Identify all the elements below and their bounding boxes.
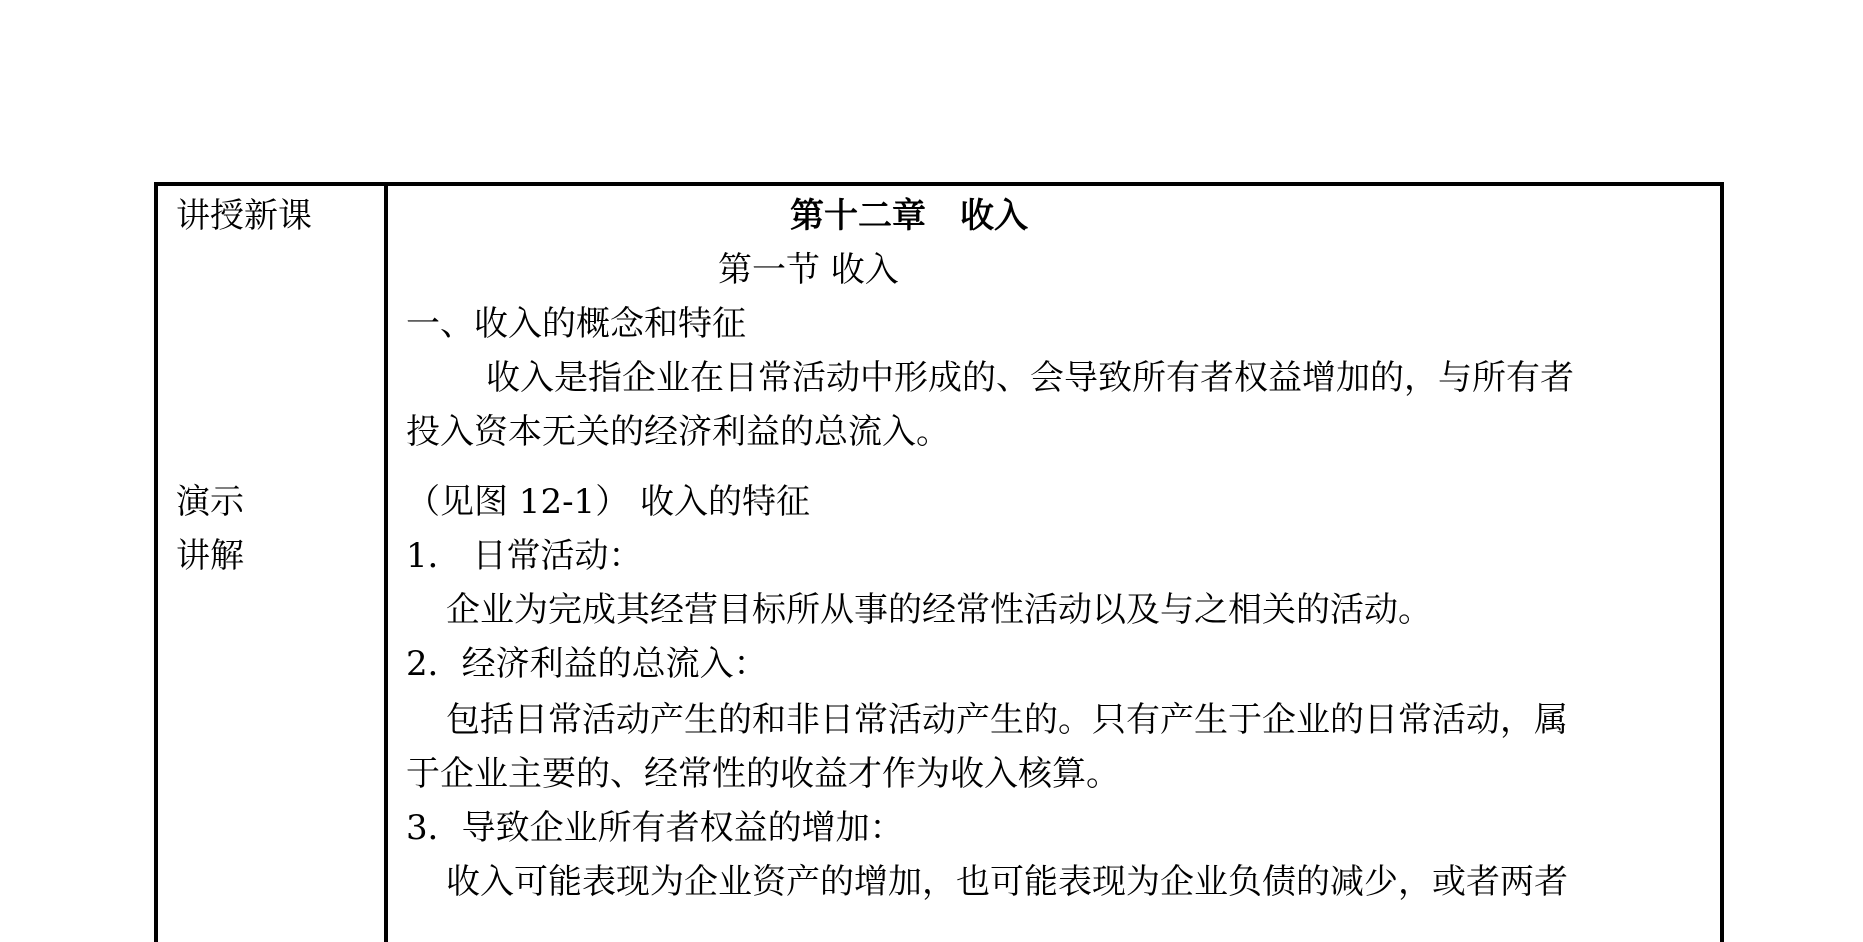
item1-text: 企业为完成其经营目标所从事的经常性活动以及与之相关的活动。 [446, 590, 1432, 630]
label-explain: 讲解 [176, 536, 244, 576]
chapter-title: 第十二章 收入 [790, 196, 1028, 236]
para-definition-line2: 投入资本无关的经济利益的总流入。 [406, 412, 950, 452]
heading-concept: 一、收入的概念和特征 [406, 304, 746, 344]
item2-text-line1: 包括日常活动产生的和非日常活动产生的。只有产生于企业的日常活动，属 [446, 700, 1568, 740]
label-demo: 演示 [176, 482, 244, 522]
item3-title: 3．导致企业所有者权益的增加： [406, 808, 904, 848]
item2-text-line2: 于企业主要的、经常性的收益才作为收入核算。 [406, 754, 1120, 794]
section-title: 第一节 收入 [718, 250, 899, 290]
item3-text-line1: 收入可能表现为企业资产的增加，也可能表现为企业负债的减少，或者两者 [446, 862, 1568, 902]
right-column [388, 186, 1720, 942]
figure-reference: （见图 12-1） 收入的特征 [406, 482, 810, 522]
item1-title: 1． 日常活动： [406, 536, 643, 576]
label-new-lesson: 讲授新课 [176, 196, 312, 236]
left-column [158, 186, 384, 942]
item2-title: 2．经济利益的总流入： [406, 644, 768, 684]
lesson-table [154, 182, 1724, 942]
para-definition-line1: 收入是指企业在日常活动中形成的、会导致所有者权益增加的，与所有者 [486, 358, 1574, 398]
